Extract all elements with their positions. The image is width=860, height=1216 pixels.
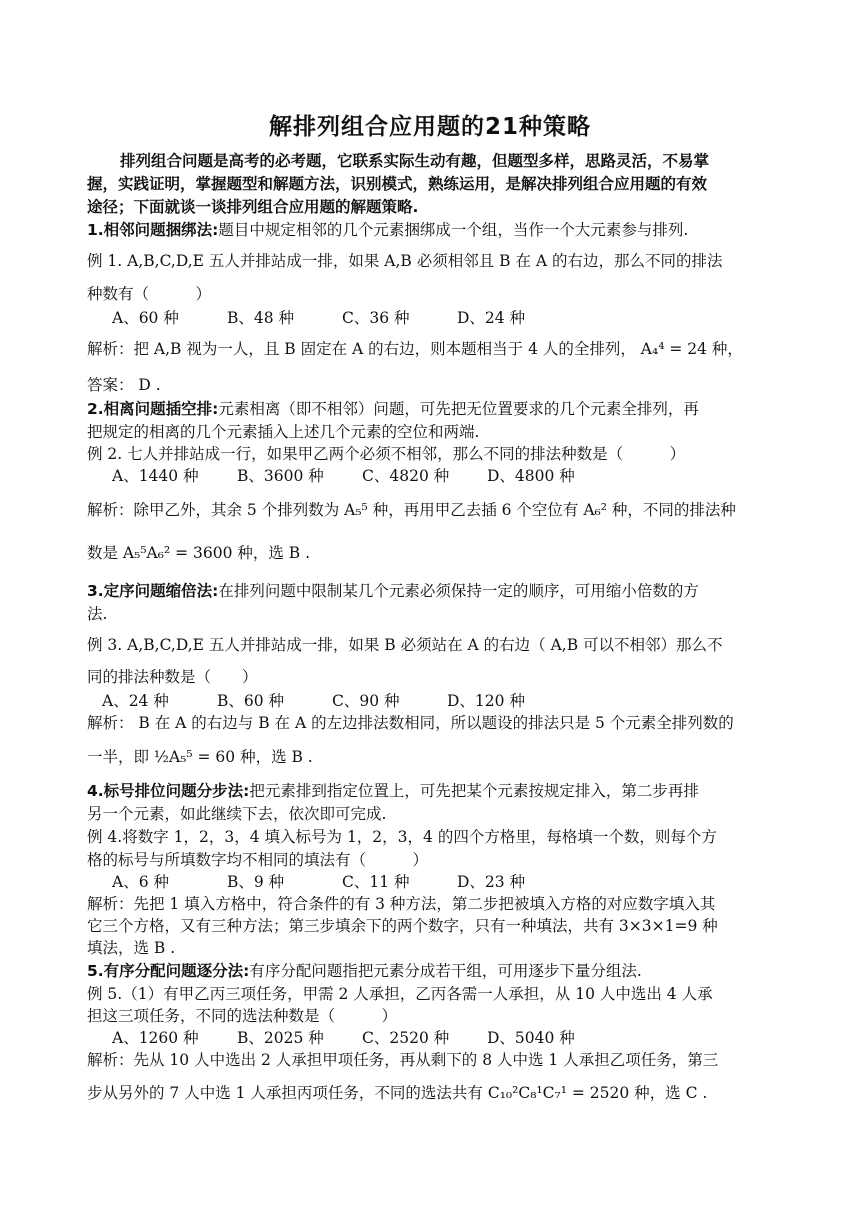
section-1-paragraph (87, 219, 777, 241)
section-text: 把规定的相离的几个元素插入上述几个元素的空位和两端. (87, 423, 480, 441)
intro-line: 握，实践证明，掌握题型和解题方法，识别模式，熟练运用，是解决排列组合应用题的有效 (87, 175, 708, 193)
section-text: 把元素排到指定位置上，可先把某个元素按规定排入，第二步再排 (249, 782, 699, 800)
solution-line: 解析：先从 10 人中选出 2 人承担甲项任务，再从剩下的 8 人中选 1 人承担乙项任务，第三 (87, 1051, 719, 1069)
example-line: 担这三项任务，不同的选法种数是（ ） (87, 1007, 398, 1025)
section-2-paragraph (87, 398, 777, 420)
option-a: A、60 种 (112, 309, 179, 327)
intro-line: 排列组合问题是高考的必考题，它联系实际生动有趣，但题型多样，思路灵活，不易掌 (120, 152, 710, 170)
intro-line: 途径；下面就谈一谈排列组合应用题的解题策略. (87, 198, 419, 216)
option-c: C、2520 种 (362, 1029, 450, 1047)
option-d: D、120 种 (447, 692, 525, 710)
section-heading: 4.标号排位问题分步法: (87, 782, 250, 800)
option-b: B、2025 种 (237, 1029, 324, 1047)
page-title: 解排列组合应用题的21种策略 (268, 114, 591, 140)
option-c: C、4820 种 (362, 467, 450, 485)
solution-line: 步从另外的 7 人中选 1 人承担丙项任务，不同的选法共有 C₁₀²C₈¹C₇¹ = 2520 种，选 C . (87, 1084, 708, 1102)
options-row (112, 307, 802, 329)
option-c: C、90 种 (332, 692, 400, 710)
section-4-paragraph (87, 780, 777, 802)
example-line: 格的标号与所填数字均不相同的填法有（ ） (87, 851, 429, 869)
example-line: 例 3. A,B,C,D,E 五人并排站成一排，如果 B 必须站在 A 的右边（ A,B 可以不相邻）那么不 (87, 636, 723, 654)
option-c: C、36 种 (342, 309, 410, 327)
option-d: D、5040 种 (487, 1029, 575, 1047)
options-row (112, 871, 802, 893)
option-b: B、60 种 (217, 692, 285, 710)
options-row (102, 690, 792, 712)
section-text: 元素相离（即不相邻）问题，可先把无位置要求的几个元素全排列，再 (218, 400, 699, 418)
example-line: 种数有（ ） (87, 285, 212, 303)
option-d: D、24 种 (457, 309, 526, 327)
option-c: C、11 种 (342, 873, 410, 891)
option-a: A、1260 种 (112, 1029, 199, 1047)
solution-line: 它三个方格，又有三种方法；第三步填余下的两个数字，只有一种填法，共有 3×3×1=9 种 (87, 917, 718, 935)
solution-line: 数是 A₅⁵A₆² = 3600 种，选 B . (87, 544, 311, 562)
option-d: D、4800 种 (487, 467, 575, 485)
section-heading: 3.定序问题缩倍法: (87, 582, 219, 600)
solution-line: 解析： B 在 A 的右边与 B 在 A 的左边排法数相同，所以题设的排法只是 5 个元素全排列数的 (87, 714, 734, 732)
solution-line: 解析：先把 1 填入方格中，符合条件的有 3 种方法，第二步把被填入方格的对应数字填入其 (87, 895, 716, 913)
option-a: A、24 种 (102, 692, 169, 710)
options-row (112, 1027, 802, 1049)
section-text: 法. (87, 605, 108, 623)
section-text: 有序分配问题指把元素分成若干组，可用逐步下量分组法. (249, 962, 642, 980)
example-line: 例 1. A,B,C,D,E 五人并排站成一排，如果 A,B 必须相邻且 B 在 A 的右边，那么不同的排法 (87, 252, 723, 270)
solution-line: 解析：除甲乙外，其余 5 个排列数为 A₅⁵ 种，再用甲乙去插 6 个空位有 A₆² 种，不同的排法种 (87, 501, 736, 519)
section-text: 在排列问题中限制某几个元素必须保持一定的顺序，可用缩小倍数的方 (218, 582, 699, 600)
section-heading: 1.相邻问题捆绑法: (87, 221, 219, 239)
solution-line: 解析：把 A,B 视为一人，且 B 固定在 A 的右边，则本题相当于 4 人的全排列， A₄⁴ = 24 种， (87, 340, 743, 358)
solution-line: 填法，选 B . (87, 939, 176, 957)
section-heading: 2.相离问题插空排: (87, 400, 219, 418)
option-d: D、23 种 (457, 873, 526, 891)
option-a: A、1440 种 (112, 467, 199, 485)
section-heading: 5.有序分配问题逐分法: (87, 962, 250, 980)
example-line: 例 4.将数字 1，2，3，4 填入标号为 1，2，3，4 的四个方格里，每格填一个数，则每个方 (87, 828, 717, 846)
example-line: 同的排法种数是（ ） (87, 668, 258, 686)
example-line: 例 2. 七人并排站成一行，如果甲乙两个必须不相邻，那么不同的排法种数是（ ） (87, 445, 686, 463)
solution-line: 答案： D . (87, 376, 161, 394)
option-b: B、9 种 (227, 873, 285, 891)
section-text: 题目中规定相邻的几个元素捆绑成一个组，当作一个大元素参与排列. (218, 221, 689, 239)
section-3-paragraph (87, 580, 777, 602)
section-text: 另一个元素，如此继续下去，依次即可完成. (87, 805, 387, 823)
example-line: 例 5.（1）有甲乙丙三项任务，甲需 2 人承担，乙丙各需一人承担，从 10 人中选出 4 人承 (87, 985, 713, 1003)
option-a: A、6 种 (112, 873, 169, 891)
options-row (112, 465, 802, 487)
section-5-paragraph (87, 960, 777, 982)
solution-line: 一半，即 ½A₅⁵ = 60 种，选 B . (87, 748, 313, 766)
option-b: B、48 种 (227, 309, 295, 327)
option-b: B、3600 种 (237, 467, 324, 485)
